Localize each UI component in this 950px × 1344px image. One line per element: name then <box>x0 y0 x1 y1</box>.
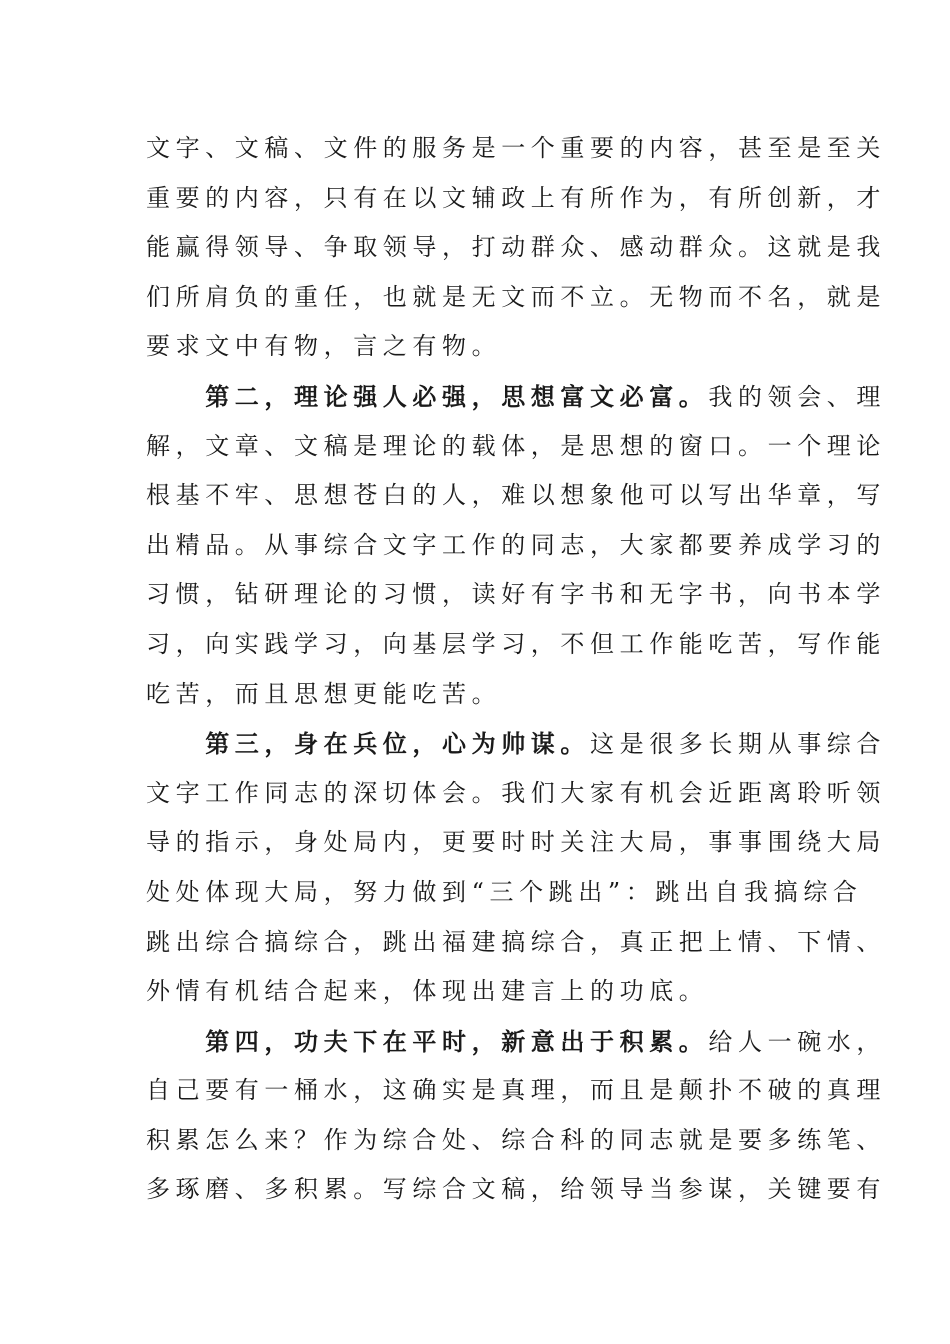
line-text: 积累怎么来？作为综合处、综合科的同志就是要多练笔、 <box>146 1125 886 1154</box>
line-text: 根基不牢、思想苍白的人，难以想象他可以写出华章，写 <box>146 481 886 510</box>
line-text: 我的领会、理 <box>708 382 887 411</box>
text-line <box>146 967 806 1017</box>
line-text: 处处体现大局，努力做到“三个跳出”：跳出自我搞综合 <box>146 877 863 906</box>
text-line <box>146 174 886 224</box>
line-text: 习惯，钻研理论的习惯，读好有字书和无字书，向书本学 <box>146 580 886 609</box>
document-body <box>146 124 887 1215</box>
text-line <box>146 670 806 720</box>
text-line <box>146 521 886 571</box>
line-text: 解，文章、文稿是理论的载体，是思想的窗口。一个理论 <box>146 431 886 460</box>
text-line <box>146 1066 886 1116</box>
line-text: 重要的内容，只有在以文辅政上有所作为，有所创新，才 <box>146 183 886 212</box>
text-line <box>146 769 886 819</box>
text-line <box>146 570 886 620</box>
line-text: 多琢磨、多积累。写综合文稿，给领导当参谋，关键要有 <box>146 1175 886 1204</box>
line-text: 吃苦，而且思想更能吃苦。 <box>146 679 502 708</box>
section-heading-fourth: 第四，功夫下在平时，新意出于积累。 <box>146 1026 709 1056</box>
line-text: 外情有机结合起来，体现出建言上的功底。 <box>146 977 709 1006</box>
section-heading-second: 第二，理论强人必强，思想富文必富。 <box>146 381 709 411</box>
line-text: 这是很多长期从事综合 <box>590 730 886 759</box>
line-text: 要求文中有物，言之有物。 <box>146 332 502 361</box>
text-line <box>146 322 806 372</box>
line-text: 自己要有一桶水，这确实是真理，而且是颠扑不破的真理 <box>146 1076 886 1105</box>
text-line <box>146 273 886 323</box>
line-text: 跳出综合搞综合，跳出福建搞综合，真正把上情、下情、 <box>146 927 886 956</box>
section-heading-third: 第三，身在兵位，心为帅谋。 <box>146 729 590 759</box>
line-text: 能赢得领导、争取领导，打动群众、感动群众。这就是我 <box>146 233 886 262</box>
line-text: 文字、文稿、文件的服务是一个重要的内容，甚至是至关 <box>146 134 886 162</box>
text-line <box>146 918 886 968</box>
text-line <box>146 124 886 174</box>
text-line <box>146 223 886 273</box>
text-line <box>146 818 886 868</box>
line-text: 给人一碗水， <box>708 1027 887 1056</box>
text-line <box>146 1116 886 1166</box>
section-heading-line <box>146 372 887 422</box>
text-line <box>146 422 886 472</box>
text-line <box>146 868 863 918</box>
line-text: 文字工作同志的深切体会。我们大家有机会近距离聆听领 <box>146 778 886 807</box>
text-line <box>146 471 886 521</box>
line-text: 出精品。从事综合文字工作的同志，大家都要养成学习的 <box>146 530 886 559</box>
line-text: 习，向实践学习，向基层学习，不但工作能吃苦，写作能 <box>146 629 886 658</box>
text-line <box>146 1165 886 1215</box>
text-line <box>146 620 886 670</box>
line-text: 导的指示，身处局内，更要时时关注大局，事事围绕大局 <box>146 828 886 857</box>
section-heading-line <box>146 1017 887 1067</box>
section-heading-line <box>146 719 886 769</box>
line-text: 们所肩负的重任，也就是无文而不立。无物而不名，就是 <box>146 282 886 311</box>
